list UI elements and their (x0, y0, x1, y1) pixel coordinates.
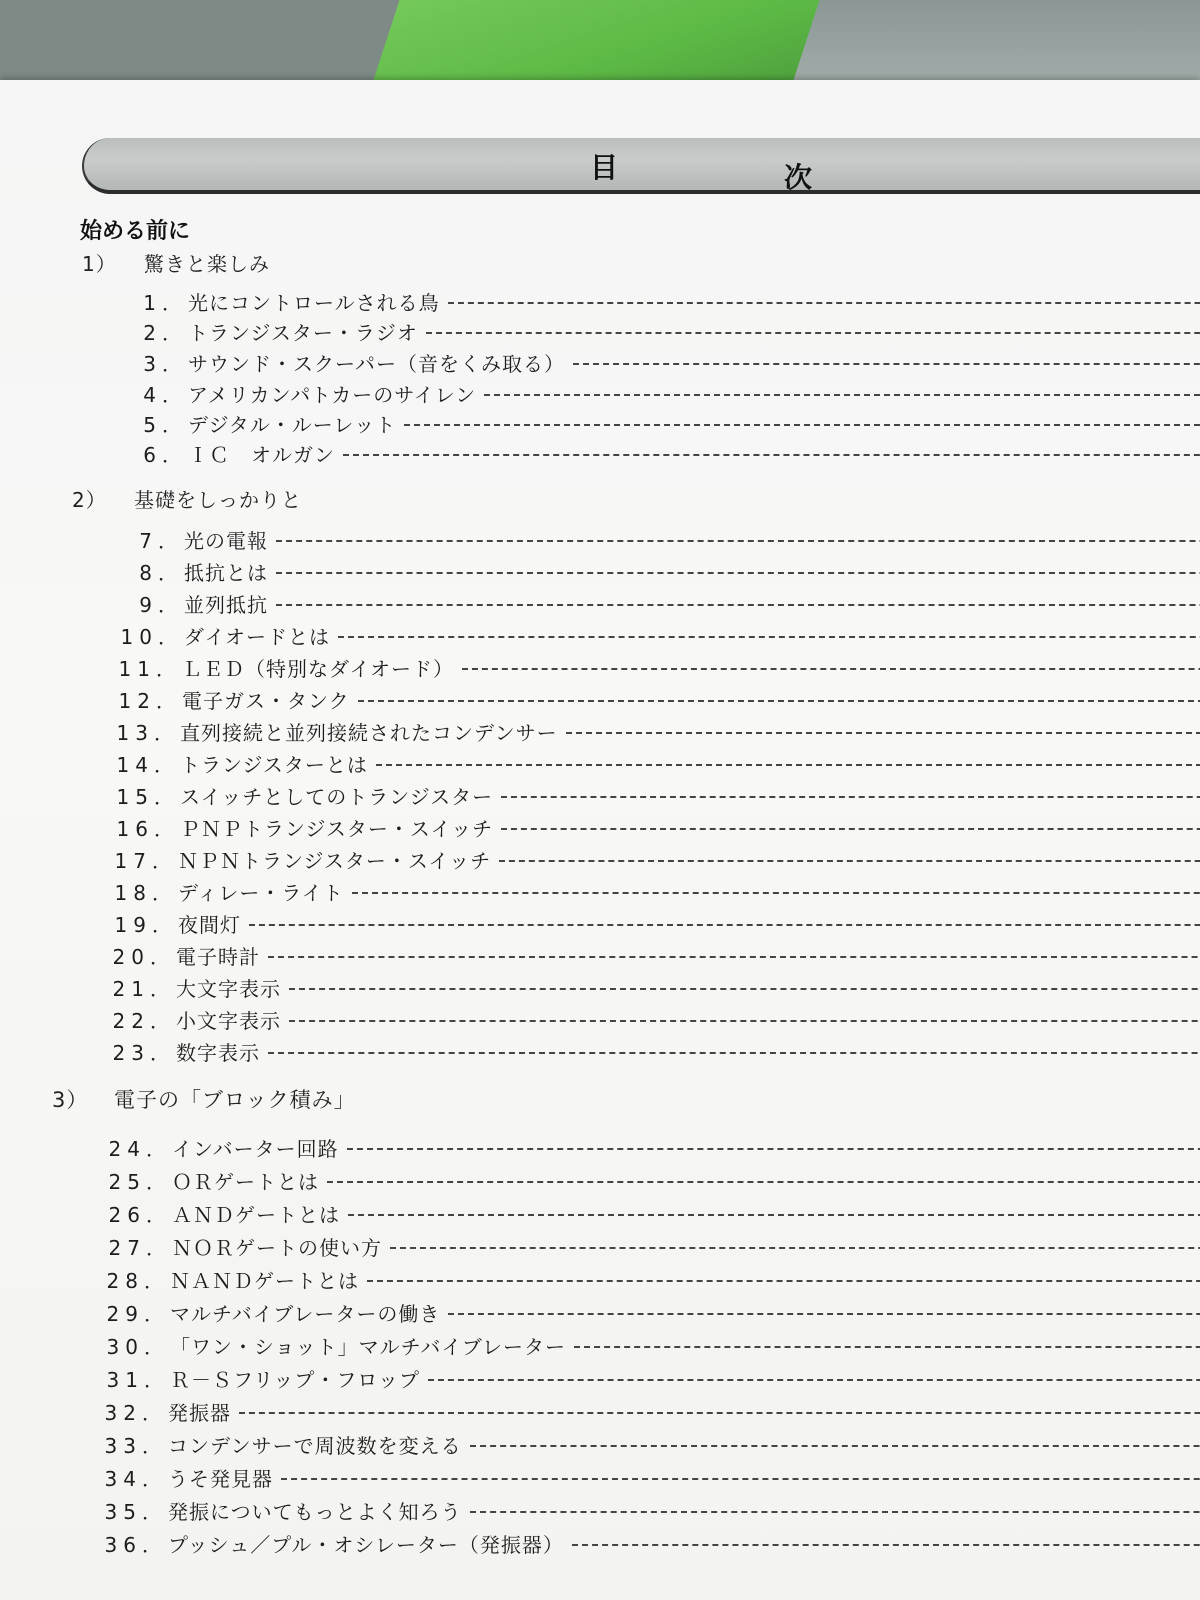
toc-entry (100, 1495, 1200, 1525)
dot-leader (268, 1052, 1200, 1054)
toc-entry (114, 652, 1200, 682)
toc-entry (112, 812, 1200, 842)
entry-label: 並列抵抗 (184, 592, 268, 617)
dot-leader (501, 828, 1200, 830)
entry-number: 7． (139, 528, 184, 553)
entry-label: トランジスターとは (180, 752, 368, 777)
entry-number: 20． (112, 944, 176, 969)
toc-entry (116, 588, 1200, 618)
toc-entry (100, 1396, 1200, 1426)
entry-number: 14． (116, 752, 180, 777)
toc-entry (100, 1528, 1200, 1558)
entry-label: トランジスター・ラジオ (188, 320, 418, 345)
toc-entry (110, 876, 1200, 906)
entry-number: 1． (143, 290, 188, 315)
part-title: 基礎をしっかりと (134, 488, 302, 512)
dot-leader (268, 956, 1200, 958)
entry-number: 10． (120, 624, 184, 649)
entry-number: 36． (104, 1532, 168, 1557)
entry-label: 電子時計 (176, 944, 260, 969)
title-banner (82, 138, 1200, 194)
dot-leader (347, 1148, 1200, 1150)
entry-number: 16． (116, 816, 180, 841)
entry-label: ＡＮＤゲートとは (172, 1202, 340, 1227)
entry-number: 15． (116, 784, 180, 809)
entry-number: 35． (104, 1499, 168, 1524)
dot-leader (470, 1511, 1200, 1513)
entry-number: 11． (118, 656, 182, 681)
entry-label: デジタル・ルーレット (188, 412, 397, 437)
entry-number: 28． (106, 1268, 170, 1293)
toc-entry (102, 1330, 1200, 1360)
dot-leader (358, 700, 1200, 702)
entry-number: 12． (118, 688, 182, 713)
entry-label: ＮＯＲゲートの使い方 (172, 1235, 382, 1260)
dot-leader (404, 424, 1200, 426)
dot-leader (327, 1181, 1200, 1183)
dot-leader (348, 1214, 1200, 1216)
entry-number: 25． (108, 1169, 172, 1194)
entry-number: 30． (106, 1334, 170, 1359)
entry-label: ＯＲゲートとは (172, 1169, 319, 1194)
entry-label: 直列接続と並列接続されたコンデンサー (180, 720, 558, 745)
entry-label: 発振についてもっとよく知ろう (168, 1499, 462, 1524)
entry-label: 電子ガス・タンク (182, 688, 350, 713)
entry-number: 32． (104, 1400, 168, 1425)
dot-leader (428, 1379, 1200, 1381)
dot-leader (276, 572, 1200, 574)
dot-leader (338, 636, 1200, 638)
entry-number: 5． (143, 412, 188, 437)
entry-label: 発振器 (168, 1400, 231, 1425)
entry-number: 18． (114, 880, 178, 905)
toc-entry (102, 1363, 1200, 1393)
toc-entry (120, 408, 1200, 438)
toc-entry (104, 1165, 1200, 1195)
entry-label: ＬＥＤ（特別なダイオード） (182, 656, 454, 681)
dot-leader (448, 1313, 1200, 1315)
entry-number: 13． (116, 720, 180, 745)
dot-leader (501, 796, 1200, 798)
toc-entry (120, 316, 1200, 346)
dot-leader (448, 302, 1200, 304)
dot-leader (499, 860, 1200, 862)
entry-number: 3． (143, 351, 188, 376)
toc-entry (108, 1004, 1200, 1034)
toc-entry (100, 1429, 1200, 1459)
part-number: 1） (82, 252, 117, 276)
toc-entry (104, 1132, 1200, 1162)
entry-number: 31． (106, 1367, 170, 1392)
part-number: 2） (72, 488, 107, 512)
part-number: 3） (52, 1088, 89, 1112)
dot-leader (281, 1478, 1200, 1480)
toc-entry (120, 438, 1200, 468)
toc-entry (112, 780, 1200, 810)
toc-entry (104, 1198, 1200, 1228)
dot-leader (470, 1445, 1200, 1447)
entry-label: 数字表示 (176, 1040, 260, 1065)
toc-entry (120, 347, 1200, 377)
toc-entry (108, 1036, 1200, 1066)
page-title-char-2: 次 (784, 161, 813, 194)
entry-number: 24． (108, 1136, 172, 1161)
toc-entry (102, 1264, 1200, 1294)
dot-leader (566, 732, 1200, 734)
entry-number: 2． (143, 320, 188, 345)
entry-label: ＮＡＮＤゲートとは (170, 1268, 359, 1293)
toc-entry (120, 378, 1200, 408)
dot-leader (462, 668, 1200, 670)
dot-leader (574, 1346, 1200, 1348)
entry-number: 29． (106, 1301, 170, 1326)
part-heading-1 (82, 248, 270, 277)
part-heading-3 (52, 1084, 356, 1114)
toc-entry (110, 844, 1200, 874)
toc-entry (116, 620, 1200, 650)
toc-entry (108, 940, 1200, 970)
entry-label: 抵抗とは (184, 560, 268, 585)
dot-leader (367, 1280, 1200, 1282)
toc-entry (112, 748, 1200, 778)
toc-entry (116, 556, 1200, 586)
entry-number: 33． (104, 1433, 168, 1458)
dot-leader (376, 764, 1200, 766)
entry-label: 大文字表示 (176, 976, 281, 1001)
entry-number: 6． (143, 442, 188, 467)
dot-leader (289, 1020, 1200, 1022)
toc-entry (110, 908, 1200, 938)
entry-number: 9． (139, 592, 184, 617)
dot-leader (573, 363, 1200, 365)
entry-label: 光にコントロールされる鳥 (188, 290, 440, 315)
entry-label: ＮＰＮトランジスター・スイッチ (178, 848, 492, 873)
dot-leader (390, 1247, 1200, 1249)
entry-label: アメリカンパトカーのサイレン (188, 382, 477, 407)
entry-label: 光の電報 (184, 528, 268, 553)
entry-label: コンデンサーで周波数を変える (168, 1433, 462, 1458)
toc-entry (120, 286, 1200, 316)
entry-number: 4． (143, 382, 188, 407)
entry-number: 26． (108, 1202, 172, 1227)
entry-label: ディレー・ライト (178, 880, 344, 905)
entry-number: 19． (114, 912, 178, 937)
toc-entry (104, 1231, 1200, 1261)
entry-label: マルチバイブレーターの働き (170, 1301, 441, 1326)
entry-label: ＩＣ オルガン (188, 442, 335, 467)
entry-label: ＰＮＰトランジスター・スイッチ (180, 816, 494, 841)
dot-leader (484, 394, 1200, 396)
entry-label: うそ発見器 (168, 1466, 273, 1491)
section-heading: 始める前に (80, 219, 191, 244)
entry-label: スイッチとしてのトランジスター (180, 784, 494, 809)
dot-leader (276, 604, 1200, 606)
dot-leader (352, 892, 1200, 894)
entry-label: ダイオードとは (184, 624, 330, 649)
dot-leader (289, 988, 1200, 990)
dot-leader (249, 924, 1200, 926)
entry-label: Ｒ－Ｓフリップ・フロップ (170, 1367, 420, 1392)
dot-leader (343, 454, 1200, 456)
page-title-char-1: 目 (590, 151, 619, 184)
entry-label: 「ワン・ショット」マルチバイブレーター (170, 1334, 566, 1359)
entry-number: 22． (112, 1008, 176, 1033)
part-title: 電子の「ブロック積み」 (114, 1088, 356, 1112)
dot-leader (572, 1544, 1200, 1546)
document-page (0, 80, 1200, 1600)
entry-label: プッシュ／プル・オシレーター（発振器） (168, 1532, 564, 1557)
entry-label: インバーター回路 (172, 1136, 339, 1161)
dot-leader (239, 1412, 1200, 1414)
entry-number: 17． (114, 848, 178, 873)
entry-number: 23． (112, 1040, 176, 1065)
dot-leader (426, 332, 1200, 334)
part-heading-2 (72, 484, 302, 513)
entry-label: 小文字表示 (176, 1008, 281, 1033)
toc-entry (100, 1462, 1200, 1492)
dot-leader (276, 540, 1200, 542)
toc-entry (108, 972, 1200, 1002)
entry-number: 27． (108, 1235, 172, 1260)
entry-label: 夜間灯 (178, 912, 241, 937)
entry-number: 21． (112, 976, 176, 1001)
toc-entry (112, 716, 1200, 746)
entry-number: 8． (139, 560, 184, 585)
toc-entry (102, 1297, 1200, 1327)
toc-entry (114, 684, 1200, 714)
toc-entry (116, 524, 1200, 554)
entry-number: 34． (104, 1466, 168, 1491)
entry-label: サウンド・スクーパー（音をくみ取る） (188, 351, 565, 376)
part-title: 驚きと楽しみ (144, 252, 270, 276)
